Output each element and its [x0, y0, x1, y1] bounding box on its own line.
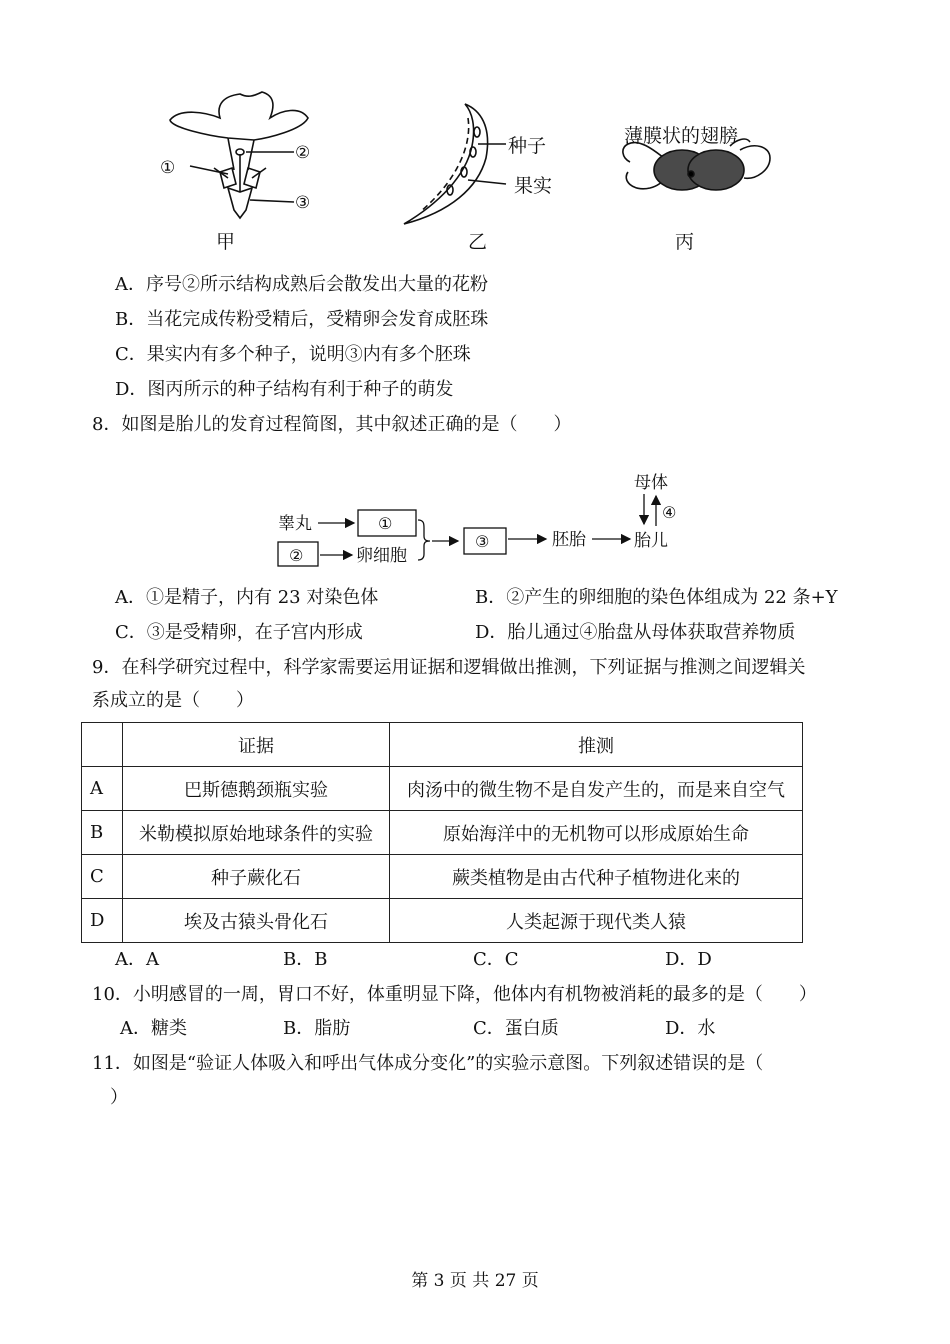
table-row — [82, 855, 803, 899]
marker-1: ① — [160, 158, 176, 178]
q9-option-c: C．C — [473, 949, 519, 970]
evidence-inference-table — [81, 722, 803, 943]
q7-option-b: B．当花完成传粉受精后，受精卵会发育成胚珠 — [115, 309, 489, 330]
q9-stem-line-1: 9．在科学研究过程中，科学家需要运用证据和逻辑做出推测，下列证据与推测之间逻辑关 — [92, 657, 806, 678]
q7-option-a: A．序号②所示结构成熟后会散发出大量的花粉 — [115, 274, 488, 295]
table-header-inference: 推测 — [390, 723, 803, 767]
fetus-development-diagram — [272, 466, 692, 576]
table-header-key — [82, 723, 123, 767]
table-cell-inference: 人类起源于现代类人猿 — [390, 899, 803, 943]
table-row-key: A — [82, 767, 123, 811]
table-row — [82, 811, 803, 855]
label-wing: 薄膜状的翅膀 — [624, 125, 739, 147]
label-testis: 睾丸 — [278, 514, 312, 534]
flower-illustration — [170, 92, 311, 218]
q9-option-d: D．D — [665, 949, 712, 970]
q7-option-c: C．果实内有多个种子，说明③内有多个胚珠 — [115, 344, 471, 365]
table-cell-evidence: 埃及古猿头骨化石 — [123, 899, 390, 943]
pod-illustration — [404, 104, 506, 224]
label-egg: 卵细胞 — [356, 546, 407, 566]
q10-option-b: B．脂肪 — [283, 1018, 351, 1039]
q11-stem-line-2: ） — [110, 1087, 128, 1108]
table-header-row — [82, 723, 803, 767]
table-row — [82, 767, 803, 811]
q8-option-b: B．②产生的卵细胞的染色体组成为 22 条+Y — [475, 587, 838, 608]
q10-option-a: A．糖类 — [120, 1018, 187, 1039]
table-cell-inference: 肉汤中的微生物不是自发产生的，而是来自空气 — [390, 767, 803, 811]
q10-option-c: C．蛋白质 — [473, 1018, 559, 1039]
table-header-evidence: 证据 — [123, 723, 390, 767]
table-cell-evidence: 米勒模拟原始地球条件的实验 — [123, 811, 390, 855]
label-arrow-4: ④ — [662, 503, 677, 522]
q9-stem-line-2: 系成立的是（ ） — [92, 690, 254, 711]
label-fetus: 胎儿 — [634, 531, 668, 551]
caption-yi: 乙 — [468, 231, 488, 253]
table-row — [82, 899, 803, 943]
caption-bing: 丙 — [675, 231, 695, 253]
q8-stem: 8．如图是胎儿的发育过程简图，其中叙述正确的是（ ） — [92, 414, 572, 435]
q9-option-a: A．A — [115, 949, 159, 970]
table-cell-evidence: 巴斯德鹅颈瓶实验 — [123, 767, 390, 811]
box-3-label: ③ — [475, 532, 490, 551]
table-row-key: B — [82, 811, 123, 855]
label-fruit: 果实 — [514, 175, 553, 197]
label-embryo: 胚胎 — [552, 530, 586, 550]
q10-option-d: D．水 — [665, 1018, 716, 1039]
q11-stem-line-1: 11．如图是“验证人体吸入和呼出气体成分变化”的实验示意图。下列叙述错误的是（ — [92, 1053, 764, 1074]
label-seed: 种子 — [508, 135, 547, 157]
table-row-key: D — [82, 899, 123, 943]
marker-3: ③ — [295, 193, 311, 213]
table-row-key: C — [82, 855, 123, 899]
label-mother: 母体 — [634, 473, 668, 493]
q8-option-d: D．胎儿通过④胎盘从母体获取营养物质 — [475, 622, 796, 643]
q10-stem: 10．小明感冒的一周，胃口不好，体重明显下降，他体内有机物被消耗的最多的是（ ） — [92, 984, 817, 1005]
box-2-label: ② — [289, 546, 304, 565]
page-number-footer: 第 3 页 共 27 页 — [411, 1271, 539, 1291]
q8-option-a: A．①是精子，内有 23 对染色体 — [115, 587, 379, 608]
table-cell-inference: 蕨类植物是由古代种子植物进化来的 — [390, 855, 803, 899]
q7-option-d: D．图丙所示的种子结构有利于种子的萌发 — [115, 379, 454, 400]
box-1-label: ① — [378, 514, 393, 533]
table-cell-inference: 原始海洋中的无机物可以形成原始生命 — [390, 811, 803, 855]
q8-option-c: C．③是受精卵，在子宫内形成 — [115, 622, 363, 643]
table-cell-evidence: 种子蕨化石 — [123, 855, 390, 899]
marker-2: ② — [295, 143, 311, 163]
caption-jia: 甲 — [216, 231, 236, 253]
q9-option-b: B．B — [283, 949, 328, 970]
